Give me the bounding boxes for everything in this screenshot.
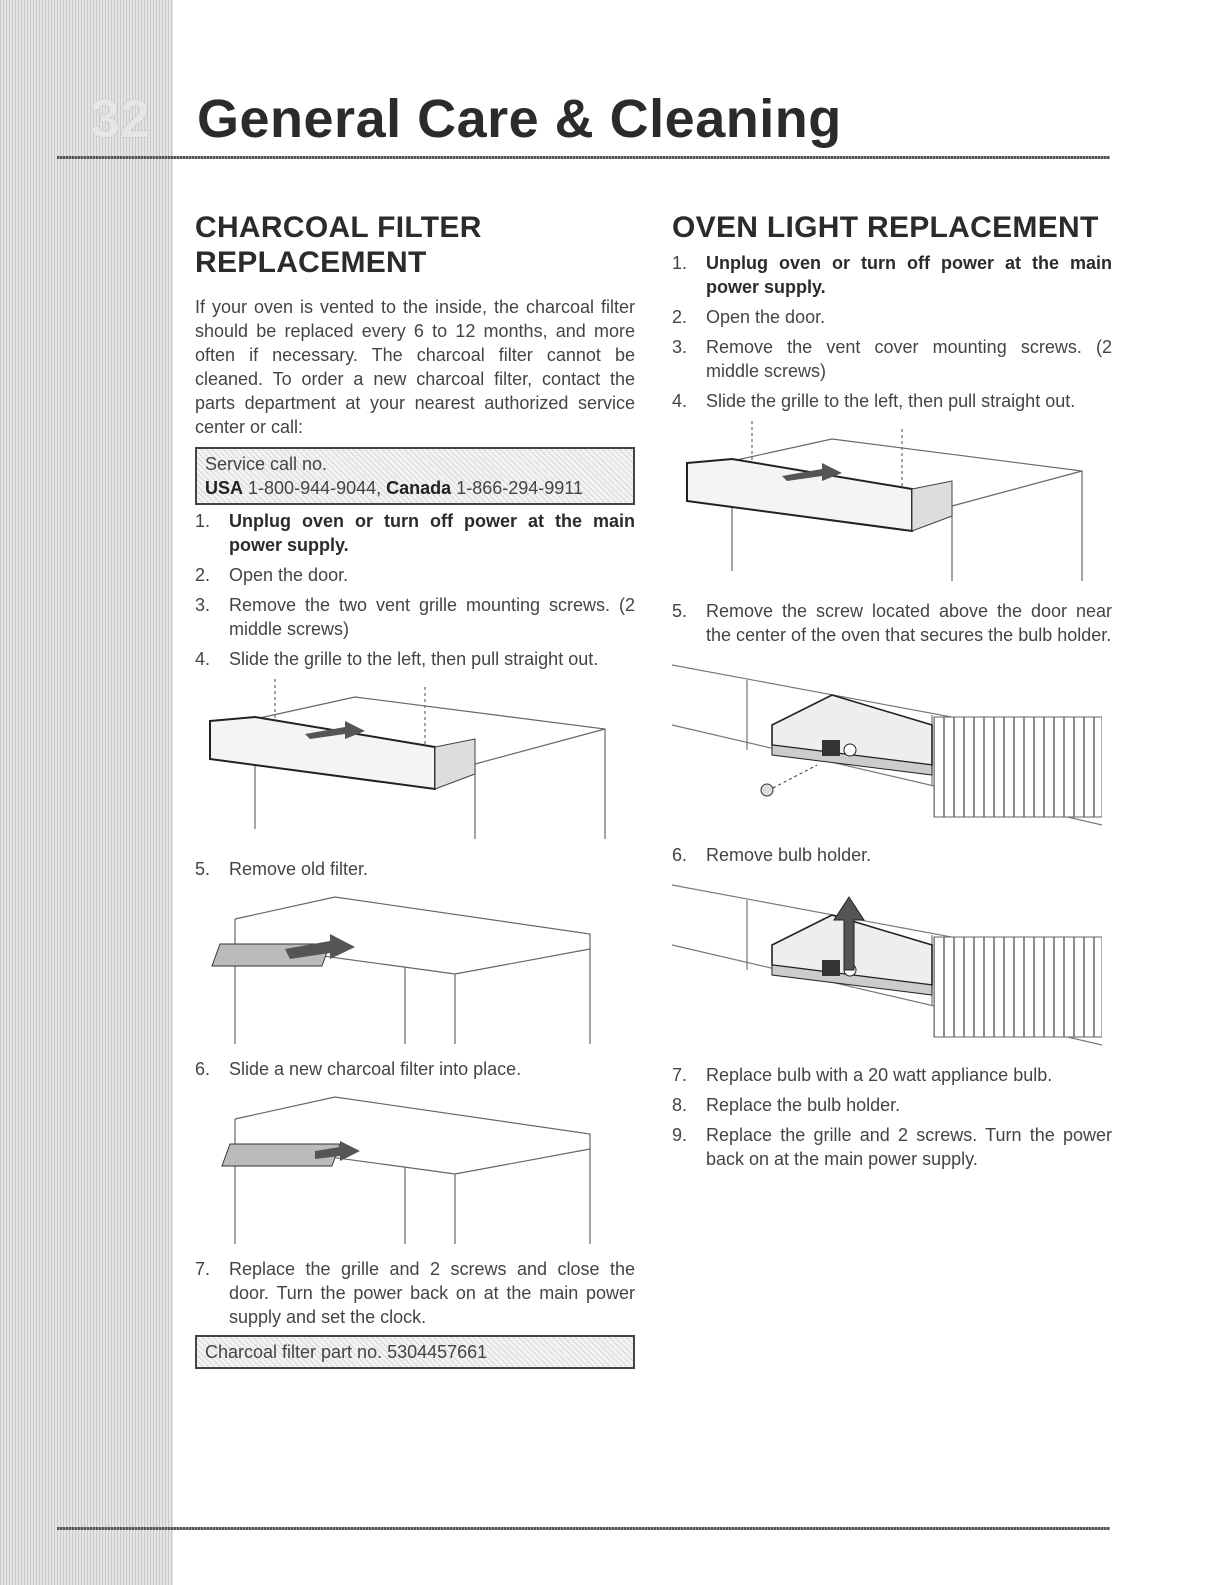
canada-number: 1-866-294-9911 (456, 477, 583, 498)
oven-light-steps-b (672, 599, 1112, 647)
list-item: 5. Remove old filter. (195, 858, 369, 879)
remove-filter-illustration (195, 889, 625, 1049)
charcoal-steps-a (195, 509, 635, 671)
bulb-holder-screw-illustration (672, 655, 1102, 835)
list-item: 5. Remove the screw located above the door near the center of the oven that secures the bulb holder. (672, 601, 1112, 646)
charcoal-intro: If your oven is vented to the inside, the charcoal filter should be replaced every 6 to 12 months, and more often if necessary. The charcoal filter cannot be cleaned. To order a new charcoal filter, contact the parts department at your nearest authorized service center or call: (195, 296, 635, 437)
oven-light-steps-d (672, 1063, 1112, 1171)
list-item: 7. Replace the grille and 2 screws and close the door. Turn the power back on at the main power supply and set the clock. (195, 1258, 635, 1327)
list-item: 1. Unplug oven or turn off power at the main power supply. (195, 510, 635, 555)
list-item: 6. Remove bulb holder. (672, 845, 872, 866)
list-item: 3. Remove the two vent grille mounting screws. (2 middle screws) (195, 594, 635, 639)
header-rule (57, 156, 1110, 159)
service-call-box (195, 447, 635, 505)
list-item: 2. Open the door. (672, 307, 826, 328)
charcoal-heading: CHARCOAL FILTER REPLACEMENT (195, 211, 482, 280)
page-title: General Care & Cleaning (197, 89, 842, 149)
charcoal-steps-d (195, 1257, 635, 1329)
oven-light-steps-c (672, 843, 1112, 867)
charcoal-filter-section (195, 210, 635, 1369)
side-band (0, 0, 173, 1585)
footer-rule (57, 1527, 1110, 1530)
oven-light-steps-a (672, 251, 1112, 413)
remove-bulb-holder-illustration (672, 875, 1102, 1055)
list-item: 4. Slide the grille to the left, then pull straight out. (672, 391, 1076, 412)
vent-cover-removal-illustration (672, 421, 1102, 591)
insert-filter-illustration (195, 1089, 625, 1249)
list-item: 4. Slide the grille to the left, then pull straight out. (195, 648, 599, 669)
list-item: 3. Remove the vent cover mounting screws. (2 middle screws) (672, 337, 1112, 382)
usa-number: 1-800-944-9044, (248, 477, 382, 498)
list-item: 1. Unplug oven or turn off power at the main power supply. (672, 253, 1112, 298)
list-item: 8. Replace the bulb holder. (672, 1095, 901, 1116)
charcoal-steps-c (195, 1057, 635, 1081)
page-number: 32 (90, 89, 151, 149)
grille-removal-illustration (195, 679, 625, 849)
service-call-numbers (205, 476, 625, 500)
charcoal-steps-b (195, 857, 635, 881)
canada-label: Canada (386, 477, 452, 498)
service-call-label: Service call no. (205, 453, 328, 474)
oven-light-heading: OVEN LIGHT REPLACEMENT (672, 211, 1099, 244)
usa-label: USA (205, 477, 244, 498)
list-item: 2. Open the door. (195, 564, 349, 585)
part-number-box: Charcoal filter part no. 5304457661 (195, 1335, 635, 1369)
list-item: 9. Replace the grille and 2 screws. Turn the power back on at the main power supply. (672, 1125, 1112, 1170)
oven-light-section (672, 210, 1112, 1177)
list-item: 7. Replace bulb with a 20 watt appliance bulb. (672, 1065, 1053, 1086)
list-item: 6. Slide a new charcoal filter into place. (195, 1058, 522, 1079)
